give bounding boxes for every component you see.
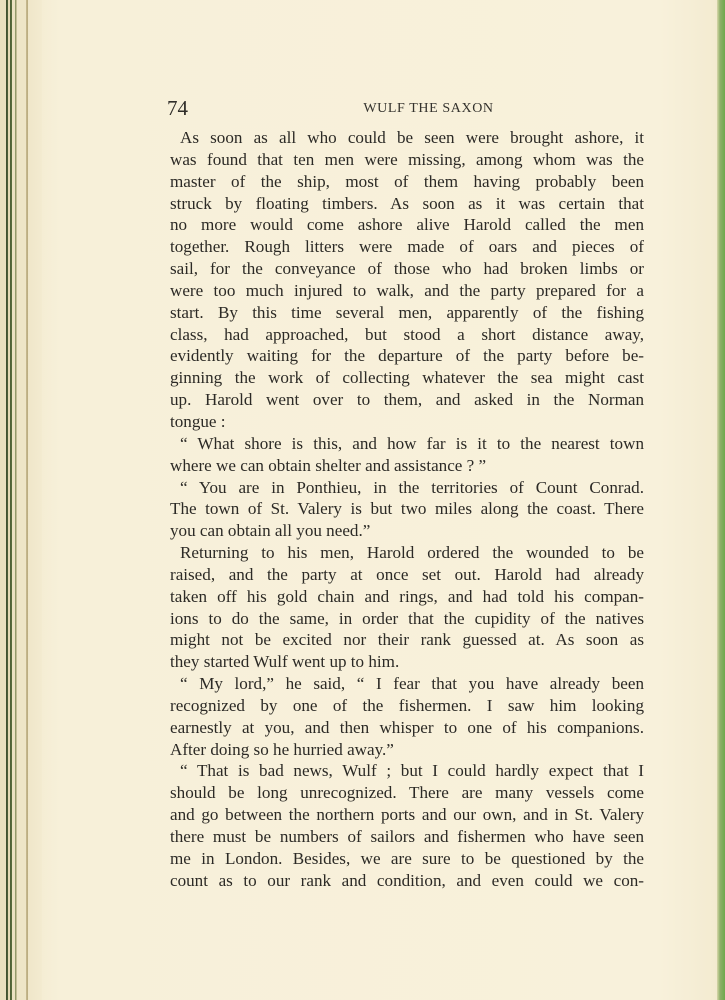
text-line: up. Harold went over to them, and asked in the Norman: [170, 390, 644, 410]
text-line: “ My lord,” he said, “ I fear that you have already been: [180, 674, 644, 694]
text-line: recognized by one of the fishermen. I saw him looking: [170, 695, 644, 715]
text-line: earnestly at you, and then whisper to one of his companions.: [170, 717, 644, 737]
text-line: class, had approached, but stood a short distance away,: [170, 324, 644, 344]
text-line: sail, for the conveyance of those who had broken limbs or: [170, 259, 644, 279]
text-line: taken off his gold chain and rings, and had told his compan-: [170, 586, 644, 606]
text-line: evidently waiting for the departure of the party before be-: [170, 346, 644, 366]
running-title: [167, 100, 662, 118]
text-line: The town of St. Valery is but two miles along the coast. There: [170, 499, 644, 519]
text-line: you can obtain all you need.”: [170, 521, 371, 541]
text-line: ions to do the same, in order that the cupidity of the natives: [170, 608, 644, 628]
text-line: might not be excited nor their rank guessed at. As soon as: [170, 630, 644, 650]
text-line: were too much injured to walk, and the party prepared for a: [170, 280, 644, 300]
text-line: ginning the work of collecting whatever the sea might cast: [170, 368, 644, 388]
text-line: master of the ship, most of them having probably been: [170, 171, 644, 191]
text-line: should be long unrecognized. There are many vessels come: [170, 783, 644, 803]
text-line: “ You are in Ponthieu, in the territories of Count Conrad.: [180, 477, 644, 497]
text-line: and go between the northern ports and our own, and in St. Valery: [170, 805, 644, 825]
text-line: they started Wulf went up to him.: [170, 652, 400, 672]
text-line: After doing so he hurried away.”: [170, 739, 394, 759]
text-line: there must be numbers of sailors and fishermen who have seen: [170, 827, 644, 846]
text-line: together. Rough litters were made of oars and pieces of: [170, 237, 644, 257]
page-number: 74: [167, 96, 188, 120]
text-line: where we can obtain shelter and assistance ? ”: [170, 455, 487, 475]
running-title-text: WULF THE SAXON: [363, 101, 494, 116]
text-line: Returning to his men, Harold ordered the wounded to be: [180, 543, 644, 563]
book-binding-edge: [0, 0, 42, 1000]
text-line: was found that ten men were missing, among whom was the: [170, 149, 644, 169]
text-line: count as to our rank and condition, and even could we con-: [170, 870, 644, 890]
body-text: [170, 127, 644, 892]
page-header: [167, 96, 662, 126]
text-line: raised, and the party at once set out. Harold had already: [170, 564, 644, 584]
text-line: “ That is bad news, Wulf ; but I could hardly expect that I: [180, 761, 644, 781]
text-line: tongue :: [170, 411, 226, 431]
text-line: me in London. Besides, we are sure to be questioned by the: [170, 848, 644, 868]
text-line: no more would come ashore alive Harold called the men: [170, 215, 644, 235]
text-line: struck by floating timbers. As soon as it was certain that: [170, 193, 644, 213]
text-line: “ What shore is this, and how far is it to the nearest town: [180, 433, 644, 453]
text-line: As soon as all who could be seen were brought ashore, it: [180, 128, 644, 147]
text-line: start. By this time several men, apparently of the fishing: [170, 302, 644, 322]
page-right-edge: [717, 0, 725, 1000]
